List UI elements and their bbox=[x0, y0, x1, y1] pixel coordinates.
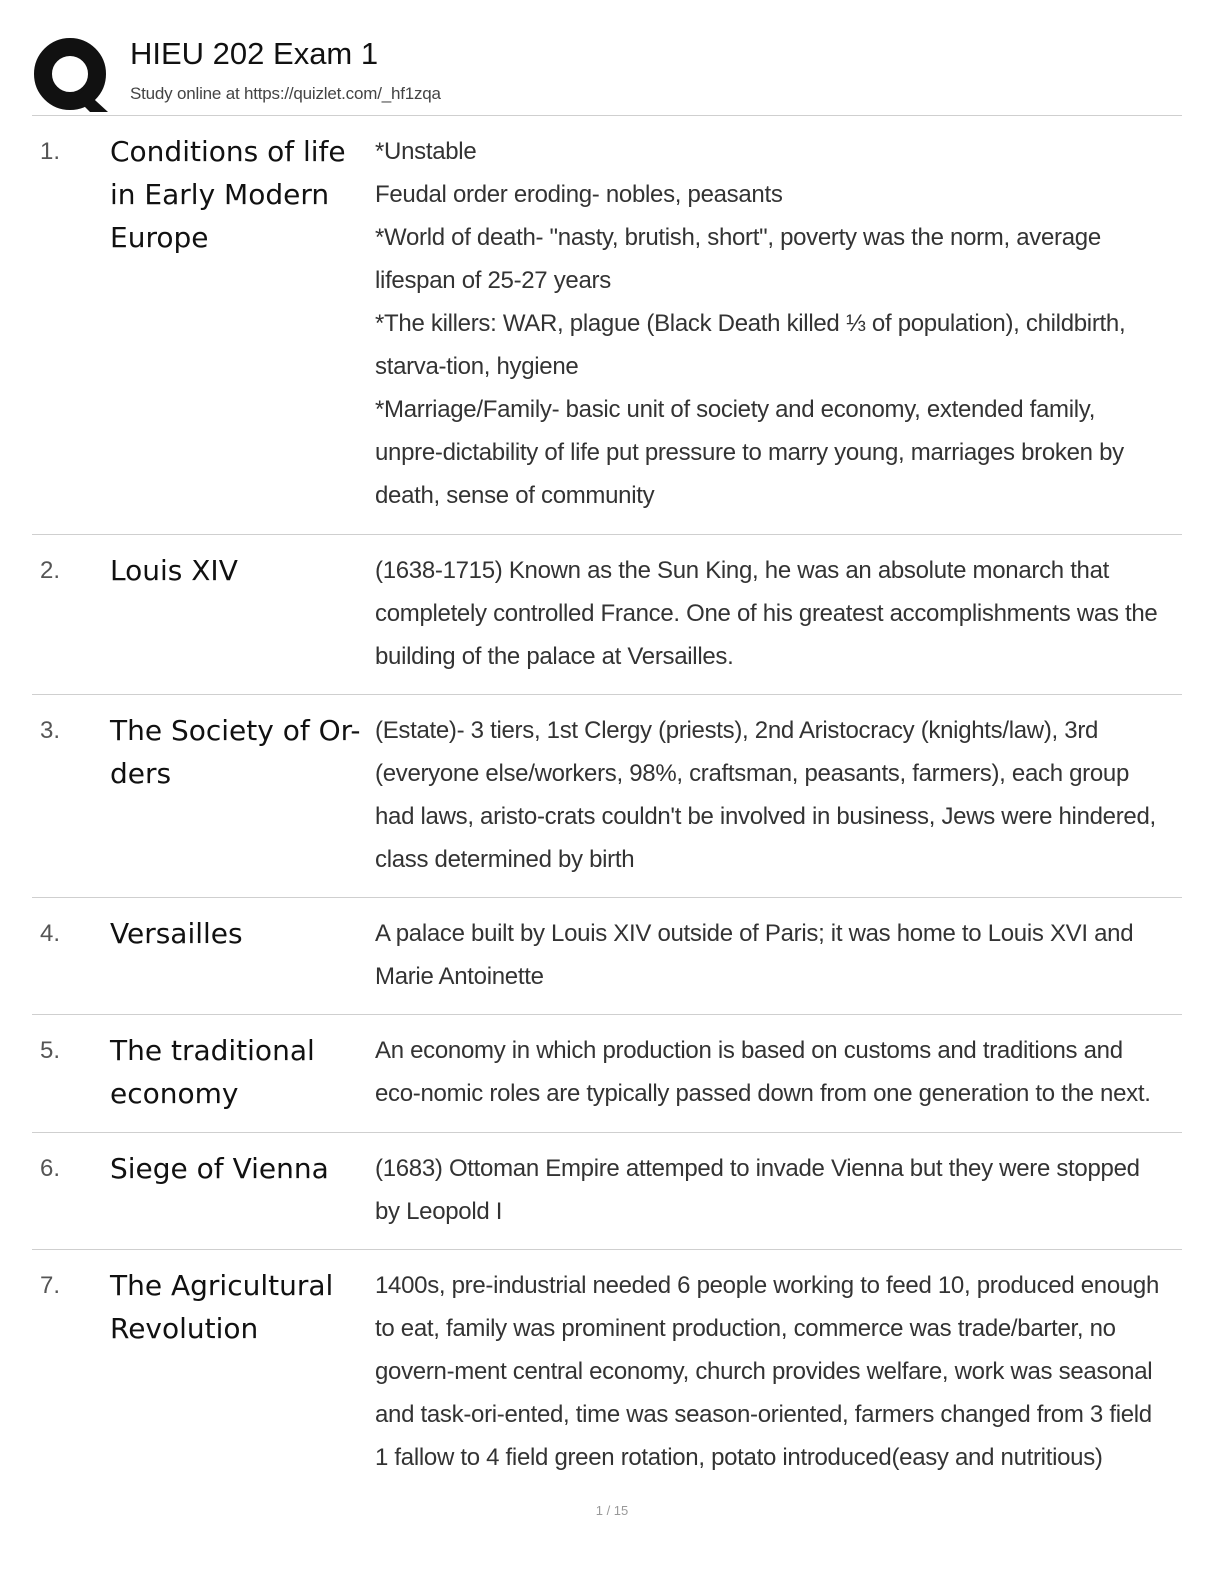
card-number: 2. bbox=[40, 557, 61, 584]
card-term: The traditional economy bbox=[110, 1034, 315, 1110]
card-definition: A palace built by Louis XIV outside of Paris; it was home to Louis XVI and Marie Antoinette bbox=[375, 920, 1134, 990]
card-term: Conditions of life in Early Modern Europe bbox=[110, 135, 346, 254]
flashcard-list bbox=[32, 116, 1182, 1490]
document-title: HIEU 202 Exam 1 bbox=[130, 36, 379, 71]
study-online-link[interactable]: Study online at https://quizlet.com/_hf1zqa bbox=[130, 84, 441, 103]
flashcard-row bbox=[32, 695, 1182, 898]
card-definition: *Unstable Feudal order eroding- nobles, peasants *World of death- "nasty, brutish, short", poverty was the norm, average lifespan of 25-27 years *The killers: WAR, plague (Black Death killed ⅓ of population), childbirth, starva-tion, hygiene *Marriage/Family- basic unit of society and economy, extended family, unpre-dictability of life put pressure to marry young, marriages broken by death, sense of community bbox=[375, 138, 1126, 509]
card-definition: (Estate)- 3 tiers, 1st Clergy (priests), 2nd Aristocracy (knights/law), 3rd (everyone else/workers, 98%, craftsman, peasants, farmers), each group had laws, aristo-crats couldn't be involved in business, Jews were hindered, class determined by birth bbox=[375, 717, 1156, 873]
page-indicator: 1 / 15 bbox=[595, 1503, 629, 1518]
card-number: 6. bbox=[40, 1155, 61, 1182]
card-number: 1. bbox=[40, 138, 61, 165]
card-term: Louis XIV bbox=[110, 554, 238, 587]
card-number: 3. bbox=[40, 717, 61, 744]
card-definition: 1400s, pre-industrial needed 6 people working to feed 10, produced enough to eat, family was prominent production, commerce was trade/barter, no govern-ment central economy, church provides welfare, work was seasonal and task-ori-ented, time was season-oriented, farmers changed from 3 field 1 fallow to 4 field green rotation, potato introduced(easy and nutritious) bbox=[375, 1272, 1160, 1471]
card-term: Siege of Vienna bbox=[110, 1152, 329, 1185]
card-definition: An economy in which production is based on customs and traditions and eco-nomic roles are typically passed down from one generation to the next. bbox=[375, 1037, 1151, 1107]
card-number: 7. bbox=[40, 1272, 61, 1299]
flashcard-row bbox=[32, 116, 1182, 535]
card-term: The Society of Or-ders bbox=[110, 714, 361, 790]
card-definition: (1638-1715) Known as the Sun King, he was an absolute monarch that completely controlled France. One of his greatest accomplishments was the building of the palace at Versailles. bbox=[375, 557, 1158, 670]
flashcard-row bbox=[32, 898, 1182, 1015]
flashcard-row bbox=[32, 535, 1182, 695]
document-header bbox=[32, 30, 1182, 116]
flashcard-row bbox=[32, 1250, 1182, 1490]
quizlet-q-logo-icon bbox=[32, 36, 110, 114]
card-number: 4. bbox=[40, 920, 61, 947]
flashcard-row bbox=[32, 1015, 1182, 1133]
card-term: The Agricultural Revolution bbox=[110, 1269, 334, 1345]
card-definition: (1683) Ottoman Empire attemped to invade Vienna but they were stopped by Leopold I bbox=[375, 1155, 1140, 1225]
flashcard-row bbox=[32, 1133, 1182, 1250]
card-term: Versailles bbox=[110, 917, 243, 950]
card-number: 5. bbox=[40, 1037, 61, 1064]
